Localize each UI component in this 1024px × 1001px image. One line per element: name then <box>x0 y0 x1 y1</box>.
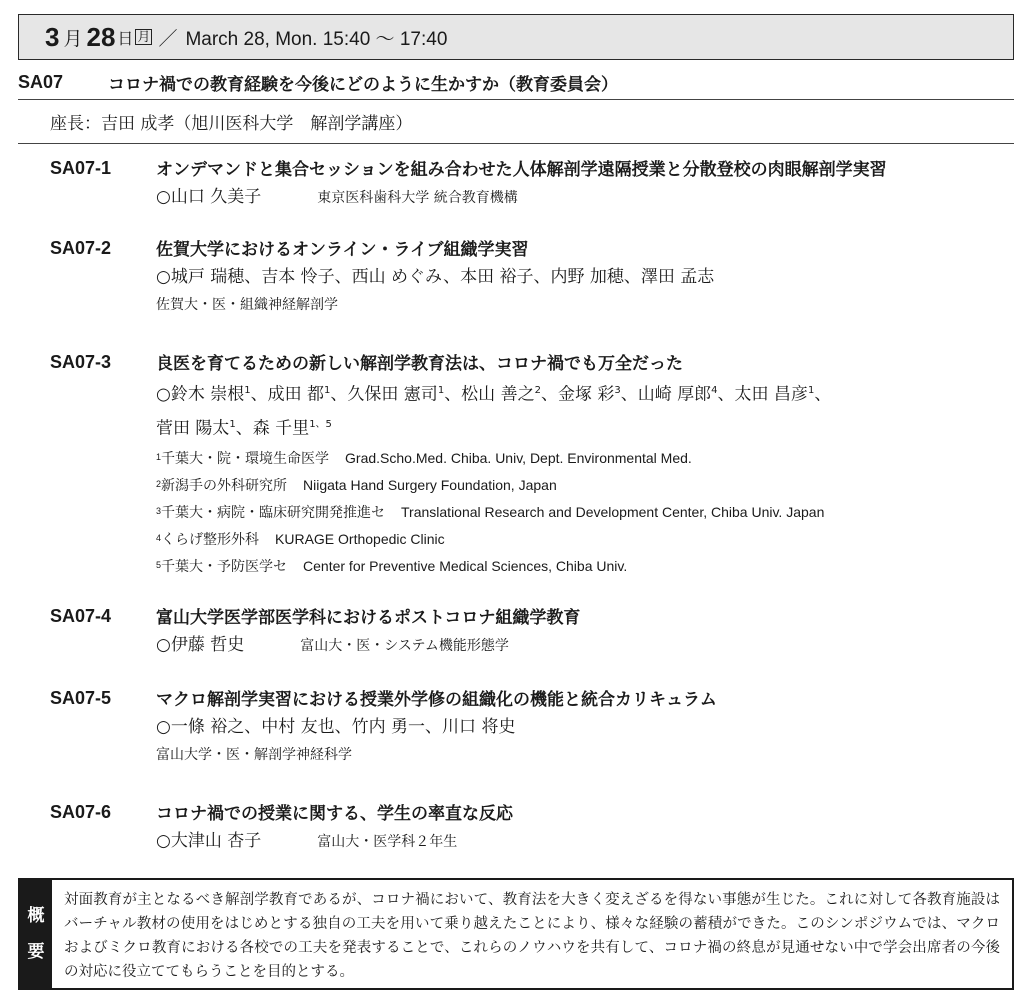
affiliation-number: 3 <box>156 506 162 517</box>
author-sup: 1 <box>324 385 331 396</box>
affiliation-item <box>156 499 1016 526</box>
affiliation-number: 5 <box>156 560 162 571</box>
author-sup: 2 <box>534 385 541 396</box>
talk-authors <box>156 182 1016 213</box>
author-sup: 1 <box>807 385 815 396</box>
talk-title: コロナ禍での授業に関する、学生の率直な反応 <box>156 804 513 824</box>
weekday-badge: 月 <box>137 29 151 44</box>
abstract-label-char: 要 <box>27 942 45 962</box>
talk-code: SA07-4 <box>50 606 112 626</box>
session-code: SA07 <box>18 72 64 92</box>
author-sup: 1、5 <box>309 418 332 430</box>
affiliation-jp: 千葉大・院・環境生命医学 <box>161 450 330 467</box>
day-number: 28 <box>86 21 116 52</box>
affiliation-number: 2 <box>156 479 162 490</box>
author-name: ○鈴木 崇根 <box>156 384 245 405</box>
talk-title: オンデマンドと集合セッションを組み合わせた人体解剖学遠隔授業と分散登校の肉眼解剖学実習 <box>156 160 887 180</box>
affiliation-list <box>156 445 1016 580</box>
month-unit: 月 <box>63 28 83 50</box>
session-title: コロナ禍での教育経験を今後にどのように生かすか（教育委員会） <box>108 75 618 95</box>
talk-title: マクロ解剖学実習における授業外学修の組織化の機能と統合カリキュラム <box>156 690 717 710</box>
author-name: 、太田 昌彦 <box>717 384 808 405</box>
author-name: 、森 千里 <box>235 418 310 439</box>
affiliation-en: Niigata Hand Surgery Foundation, Japan <box>303 477 557 494</box>
abstract-box <box>18 878 1014 990</box>
affiliation-item <box>156 553 1016 580</box>
talk-title: 佐賀大学におけるオンライン・ライブ組織学実習 <box>156 240 529 260</box>
author-name: 菅田 陽太 <box>156 418 230 439</box>
author-list: ○伊藤 哲史 <box>156 635 245 655</box>
date-separator: ／ <box>158 28 178 50</box>
affiliation-jp: 新潟手の外科研究所 <box>161 477 288 494</box>
author-name: 、金塚 彩 <box>540 384 615 405</box>
author-list: ○山口 久美子 <box>156 187 262 207</box>
author-name: 、久保田 憲司 <box>330 384 438 405</box>
talk-code: SA07-5 <box>50 688 112 708</box>
talk-authors <box>156 630 1016 661</box>
abstract-label-char: 概 <box>27 906 45 926</box>
talk-authors <box>156 826 1016 857</box>
talk-title: 良医を育てるための新しい解剖学教育法は、コロナ禍でも万全だった <box>156 354 683 374</box>
affiliation-jp: くらげ整形外科 <box>161 531 260 548</box>
talk-affiliation: 東京医科歯科大学 統合教育機構 <box>317 190 518 206</box>
affiliation-en: Center for Preventive Medical Sciences, Chiba Univ. <box>303 558 628 575</box>
talk-affiliation: 富山大・医・システム機能形態学 <box>300 638 509 654</box>
author-sup: 3 <box>614 385 621 396</box>
author-name: 、成田 都 <box>250 384 325 405</box>
talk-title: 富山大学医学部医学科におけるポストコロナ組織学教育 <box>156 608 581 628</box>
abstract-label <box>20 880 52 988</box>
affiliation-en: Translational Research and Development Center, Chiba Univ. Japan <box>401 504 825 521</box>
affiliation-item <box>156 445 1016 472</box>
abstract-text: 対面教育が主となるべき解剖学教育であるが、コロナ禍において、教育法を大きく変えざるを得ない事態が生じた。これに対して各教育施設はバーチャル教材の使用をはじめとする独自の工夫を用いて乗り越えたことにより、様々な経験の蓄積ができた。このシンポジウムでは、マクロおよびミクロ教育における各校での工夫を発表することで、これらのノウハウを共有して、コロナ禍の終息が見通せない中で学会出席者の今後の対応に役立ててもらうことを目的とする。 <box>64 892 1000 980</box>
affiliation-number: 1 <box>156 452 162 463</box>
affiliation-item <box>156 472 1016 499</box>
talk-authors-line1 <box>156 376 1016 410</box>
chair-row <box>18 100 1014 144</box>
chair-text: 座長：吉田 成孝（旭川医科大学 解剖学講座） <box>50 114 413 134</box>
author-separator: 、 <box>814 384 832 405</box>
author-sup: 1 <box>229 418 236 430</box>
author-list: ○大津山 杏子 <box>156 831 262 851</box>
talk-affiliation: 佐賀大・医・組織神経解剖学 <box>156 297 338 313</box>
day-unit: 日 <box>117 30 134 48</box>
author-sup: 1 <box>437 385 445 396</box>
talk-affiliation: 富山大・医学科２年生 <box>317 834 458 850</box>
talk-code: SA07-6 <box>50 802 112 822</box>
affiliation-item <box>156 526 1016 553</box>
affiliation-jp: 千葉大・予防医学セ <box>161 558 288 575</box>
author-name: 、松山 善之 <box>444 384 535 405</box>
talk-authors: ○一條 裕之、中村 友也、竹内 勇一、川口 将史 <box>156 717 516 737</box>
date-header-bar <box>18 14 1014 60</box>
author-sup: 4 <box>711 385 718 396</box>
affiliation-en: KURAGE Orthopedic Clinic <box>275 531 445 548</box>
session-header <box>18 66 1014 100</box>
date-english: March 28, Mon. 15:40 〜 17:40 <box>185 28 448 50</box>
talk-affiliation: 富山大学・医・解剖学神経科学 <box>156 747 352 763</box>
talk-code: SA07-1 <box>50 158 112 178</box>
talk-code: SA07-2 <box>50 238 112 258</box>
affiliation-en: Grad.Scho.Med. Chiba. Univ, Dept. Environmental Med. <box>345 450 692 467</box>
talk-code: SA07-3 <box>50 352 112 372</box>
talk-authors: ○城戸 瑞穂、吉本 怜子、西山 めぐみ、本田 裕子、内野 加穂、澤田 孟志 <box>156 267 715 287</box>
author-name: 、山崎 厚郎 <box>620 384 712 405</box>
affiliation-jp: 千葉大・病院・臨床研究開発推進セ <box>161 504 386 521</box>
author-sup: 1 <box>244 385 251 396</box>
month-number: 3 <box>45 21 60 52</box>
talk-authors-line2 <box>156 410 1016 444</box>
affiliation-number: 4 <box>156 533 162 544</box>
